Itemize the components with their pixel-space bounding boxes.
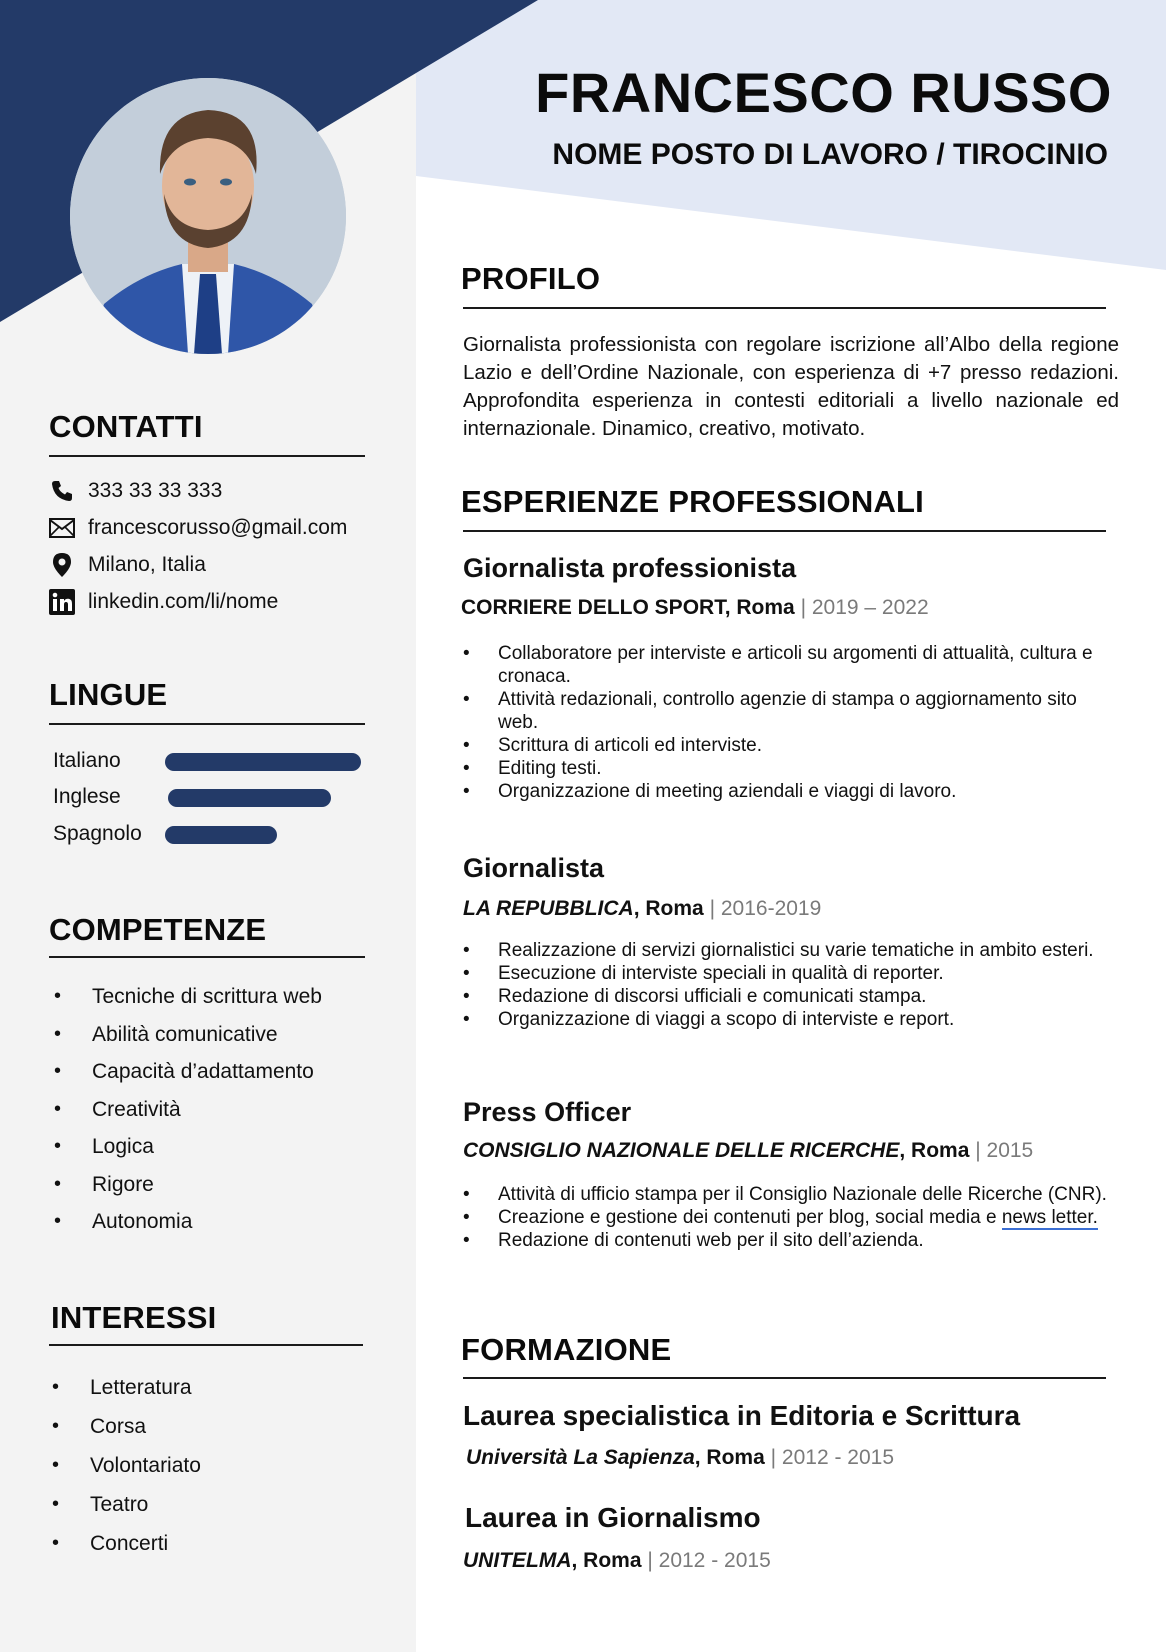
- list-item: • Attività redazionali, controllo agenzie di stampa o aggiornamento sito web.: [498, 688, 1120, 734]
- education-school-1: [466, 1446, 894, 1470]
- language-label: Spagnolo: [53, 822, 142, 845]
- list-item: • Scrittura di articoli ed interviste.: [498, 734, 1120, 757]
- interests-list: [90, 1376, 201, 1571]
- languages-rule: [49, 723, 365, 725]
- contact-location: [48, 550, 206, 580]
- location-pin-icon: [48, 551, 76, 579]
- list-item: • Teatro: [90, 1493, 201, 1532]
- education-title-1: Laurea specialistica in Editoria e Scrittura: [463, 1400, 1021, 1431]
- envelope-icon: [48, 514, 76, 542]
- contact-email-text[interactable]: francescorusso@gmail.com: [88, 516, 348, 539]
- job-company-2: [463, 897, 821, 921]
- profile-text: Giornalista professionista con regolare iscrizione all’Albo della regione Lazio e dell’Ordine Nazionale, con esperienza di +7 presso redazioni. Approfondita esperienza in contesti editoriali a livello nazionale ed internazionale. Dinamico, creativo, motivato.: [463, 333, 1119, 440]
- list-item: • Redazione di discorsi ufficiali e comunicati stampa.: [498, 985, 1120, 1008]
- contact-email[interactable]: [48, 513, 347, 543]
- experience-rule: [463, 530, 1106, 532]
- list-item: • Volontariato: [90, 1454, 201, 1493]
- language-level-bar: [165, 826, 277, 844]
- contact-phone-text: 333 33 33 333: [88, 479, 223, 502]
- contacts-rule: [49, 455, 365, 457]
- language-label: Italiano: [53, 749, 121, 772]
- job-duties-3: [498, 1183, 1120, 1252]
- list-item: • Editing testi.: [498, 757, 1120, 780]
- list-item: • Creatività: [92, 1098, 322, 1136]
- contact-phone: [48, 476, 222, 506]
- list-item: • Collaboratore per interviste e articoli su argomenti di attualità, cultura e cronaca.: [498, 642, 1120, 688]
- list-item: • Letteratura: [90, 1376, 201, 1415]
- skills-list: [92, 985, 322, 1248]
- school-city: , Roma: [694, 1446, 765, 1469]
- list-item: • Rigore: [92, 1173, 322, 1211]
- education-rule: [463, 1377, 1106, 1379]
- company-name: LA REPUBBLICA: [463, 897, 634, 920]
- list-item: • Concerti: [90, 1532, 201, 1571]
- company-name: CONSIGLIO NAZIONALE DELLE RICERCHE: [463, 1139, 900, 1162]
- list-item: • Organizzazione di viaggi a scopo di interviste e report.: [498, 1008, 1120, 1031]
- company-city: , Roma: [633, 897, 704, 920]
- company-city: , Roma: [899, 1139, 970, 1162]
- job-duties-2: [498, 939, 1120, 1031]
- list-item: • Redazione di contenuti web per il sito dell’azienda.: [498, 1229, 1120, 1252]
- contact-linkedin-text[interactable]: linkedin.com/li/nome: [88, 590, 279, 613]
- list-item: • Capacità d’adattamento: [92, 1060, 322, 1098]
- list-item: • Abilità comunicative: [92, 1023, 322, 1061]
- job-company-3: [463, 1139, 1033, 1163]
- education-school-2: [463, 1549, 771, 1573]
- list-item: • Esecuzione di interviste speciali in qualità di reporter.: [498, 962, 1120, 985]
- job-dates: | 2019 – 2022: [800, 596, 929, 619]
- candidate-name: FRANCESCO RUSSO: [535, 61, 1112, 124]
- list-item: • Attività di ufficio stampa per il Consiglio Nazionale delle Ricerche (CNR).: [498, 1183, 1120, 1206]
- education-heading: FORMAZIONE: [461, 1332, 672, 1367]
- school-name: Università La Sapienza: [466, 1446, 695, 1469]
- job-title-1: Giornalista professionista: [463, 553, 797, 583]
- company-city: , Roma: [724, 596, 795, 619]
- spellcheck-underlined-text: news letter.: [1001, 1207, 1098, 1228]
- list-item: • Organizzazione di meeting aziendali e viaggi di lavoro.: [498, 780, 1120, 803]
- interests-rule: [49, 1344, 363, 1346]
- phone-icon: [48, 477, 76, 505]
- interests-heading: INTERESSI: [51, 1300, 217, 1335]
- job-title-3: Press Officer: [463, 1097, 632, 1127]
- linkedin-icon: [48, 588, 76, 616]
- list-item: • Realizzazione di servizi giornalistici su varie tematiche in ambito esteri.: [498, 939, 1120, 962]
- school-city: , Roma: [571, 1549, 642, 1572]
- education-dates: | 2012 - 2015: [647, 1549, 771, 1572]
- languages-heading: LINGUE: [49, 677, 168, 712]
- list-item: • Tecniche di scrittura web: [92, 985, 322, 1023]
- experience-heading: ESPERIENZE PROFESSIONALI: [461, 484, 924, 519]
- profile-rule: [463, 307, 1106, 309]
- language-level-bar: [165, 753, 361, 771]
- company-name: CORRIERE DELLO SPORT: [461, 596, 725, 619]
- contacts-heading: CONTATTI: [49, 409, 203, 444]
- job-company-1: [461, 596, 929, 620]
- list-item: • Corsa: [90, 1415, 201, 1454]
- education-dates: | 2012 - 2015: [770, 1446, 895, 1469]
- skills-heading: COMPETENZE: [49, 912, 267, 947]
- language-label: Inglese: [53, 785, 121, 808]
- education-title-2: Laurea in Giornalismo: [465, 1502, 761, 1533]
- list-item: • Autonomia: [92, 1210, 322, 1248]
- list-item: [498, 1206, 1120, 1229]
- job-duties-1: [498, 642, 1120, 803]
- light-blue-banner: [416, 0, 1166, 270]
- skills-rule: [49, 956, 365, 958]
- profile-photo: [70, 78, 346, 354]
- contact-linkedin[interactable]: [48, 587, 278, 617]
- job-dates: | 2016-2019: [709, 897, 822, 920]
- job-title: NOME POSTO DI LAVORO / TIROCINIO: [552, 138, 1108, 171]
- school-name: UNITELMA: [463, 1549, 572, 1572]
- job-dates: | 2015: [975, 1139, 1034, 1162]
- duty-text: Creazione e gestione dei contenuti per blog, social media e: [498, 1207, 1002, 1228]
- contact-location-text: Milano, Italia: [88, 553, 206, 576]
- list-item: • Logica: [92, 1135, 322, 1173]
- language-level-bar: [168, 789, 331, 807]
- profile-heading: PROFILO: [461, 261, 601, 296]
- job-title-2: Giornalista: [463, 853, 605, 883]
